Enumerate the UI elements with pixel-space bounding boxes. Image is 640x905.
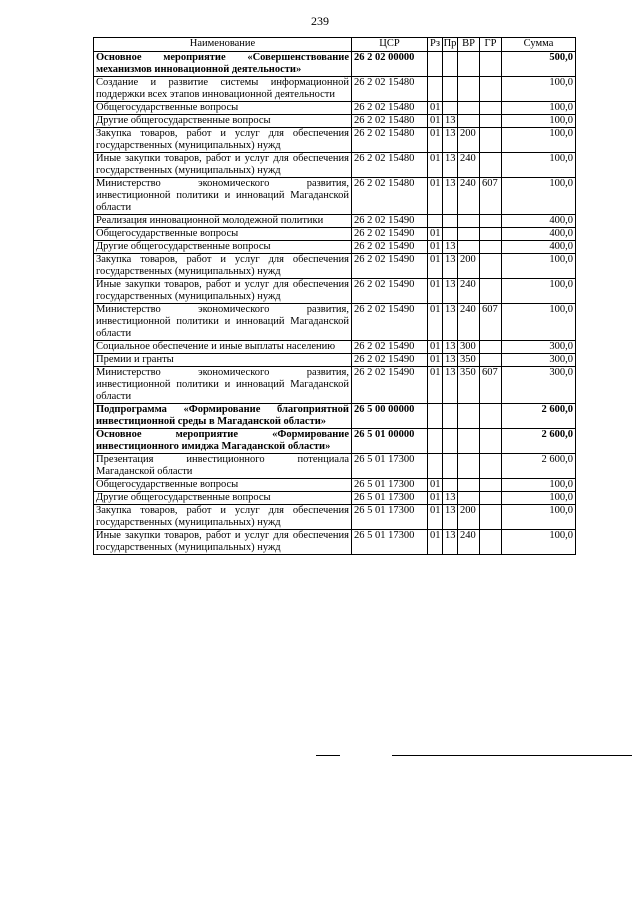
table-row [94,429,576,454]
cell-csr: 26 5 01 17300 [352,479,428,492]
cell-name: Подпрограмма «Формирование благоприятной инвестиционной среды в Магаданской области» [94,404,352,429]
cell-name: Министерство экономического развития, инвестиционной политики и инноваций Магаданской области [94,178,352,215]
cell-gr: 607 [480,178,502,215]
cell-sum: 400,0 [502,241,576,254]
cell-pr [443,52,458,77]
cell-sum: 100,0 [502,479,576,492]
table-row [94,52,576,77]
cell-pr [443,479,458,492]
cell-sum: 100,0 [502,77,576,102]
cell-pr: 13 [443,304,458,341]
cell-rz [428,429,443,454]
header-pr: Пр [443,38,458,52]
cell-sum: 100,0 [502,254,576,279]
cell-csr: 26 2 02 15490 [352,215,428,228]
cell-gr [480,429,502,454]
cell-pr: 13 [443,241,458,254]
table-row [94,254,576,279]
cell-rz [428,215,443,228]
cell-pr: 13 [443,279,458,304]
cell-vr: 300 [458,341,480,354]
cell-rz: 01 [428,530,443,555]
cell-csr: 26 2 02 15480 [352,77,428,102]
table-row [94,228,576,241]
cell-vr [458,77,480,102]
cell-vr [458,479,480,492]
table-row [94,178,576,215]
cell-sum: 2 600,0 [502,454,576,479]
table-body [94,52,576,555]
cell-pr: 13 [443,153,458,178]
cell-name: Презентация инвестиционного потенциала Магаданской области [94,454,352,479]
cell-pr: 13 [443,254,458,279]
cell-csr: 26 2 02 15490 [352,241,428,254]
cell-vr [458,215,480,228]
cell-rz: 01 [428,505,443,530]
table-row [94,102,576,115]
cell-pr: 13 [443,492,458,505]
cell-rz: 01 [428,479,443,492]
cell-gr: 607 [480,367,502,404]
cell-vr: 200 [458,254,480,279]
cell-rz: 01 [428,241,443,254]
cell-rz: 01 [428,341,443,354]
cell-sum: 100,0 [502,279,576,304]
cell-sum: 300,0 [502,341,576,354]
cell-gr: 607 [480,304,502,341]
cell-name: Иные закупки товаров, работ и услуг для обеспечения государственных (муниципальных) нужд [94,279,352,304]
cell-pr [443,228,458,241]
cell-gr [480,241,502,254]
cell-name: Другие общегосударственные вопросы [94,115,352,128]
cell-csr: 26 2 02 15480 [352,128,428,153]
table-row [94,367,576,404]
cell-csr: 26 5 01 17300 [352,454,428,479]
cell-gr [480,354,502,367]
cell-pr [443,102,458,115]
cell-vr [458,241,480,254]
cell-sum: 100,0 [502,505,576,530]
cell-pr: 13 [443,115,458,128]
cell-name: Общегосударственные вопросы [94,479,352,492]
table-row [94,354,576,367]
table-row [94,241,576,254]
cell-pr: 13 [443,530,458,555]
table-row [94,530,576,555]
table-row [94,505,576,530]
table-row [94,115,576,128]
cell-sum: 300,0 [502,354,576,367]
cell-vr: 350 [458,354,480,367]
cell-pr: 13 [443,354,458,367]
cell-gr [480,128,502,153]
cell-gr [480,254,502,279]
cell-name: Создание и развитие системы информационной поддержки всех этапов инновационной деятельности [94,77,352,102]
cell-vr: 240 [458,178,480,215]
header-rz: Рз [428,38,443,52]
header-gr: ГР [480,38,502,52]
cell-name: Закупка товаров, работ и услуг для обеспечения государственных (муниципальных) нужд [94,254,352,279]
cell-rz: 01 [428,128,443,153]
cell-vr [458,115,480,128]
table-row [94,215,576,228]
cell-sum: 2 600,0 [502,429,576,454]
cell-pr: 13 [443,367,458,404]
cell-rz: 01 [428,492,443,505]
cell-rz [428,404,443,429]
cell-gr [480,479,502,492]
cell-csr: 26 5 01 17300 [352,530,428,555]
table-row [94,454,576,479]
cell-rz: 01 [428,102,443,115]
cell-name: Основное мероприятие «Формирование инвестиционного имиджа Магаданской области» [94,429,352,454]
cell-csr: 26 2 02 15490 [352,354,428,367]
cell-vr: 240 [458,304,480,341]
cell-csr: 26 2 02 15490 [352,367,428,404]
table-row [94,341,576,354]
header-vr: ВР [458,38,480,52]
cell-rz: 01 [428,153,443,178]
cell-csr: 26 5 01 00000 [352,429,428,454]
page-number: 239 [311,14,329,28]
cell-sum: 400,0 [502,215,576,228]
cell-gr [480,279,502,304]
cell-rz: 01 [428,228,443,241]
cell-gr [480,77,502,102]
cell-gr [480,215,502,228]
cell-rz: 01 [428,178,443,215]
cell-vr [458,454,480,479]
cell-vr: 240 [458,530,480,555]
cell-vr: 200 [458,128,480,153]
cell-sum: 100,0 [502,492,576,505]
table-row [94,128,576,153]
cell-sum: 100,0 [502,153,576,178]
cell-rz: 01 [428,304,443,341]
cell-gr [480,102,502,115]
cell-sum: 100,0 [502,304,576,341]
cell-rz: 01 [428,115,443,128]
cell-csr: 26 2 02 15480 [352,102,428,115]
cell-gr [480,52,502,77]
cell-rz [428,52,443,77]
cell-csr: 26 2 02 15480 [352,115,428,128]
footer-rule-short [316,755,340,756]
cell-pr [443,429,458,454]
cell-sum: 300,0 [502,367,576,404]
cell-csr: 26 2 02 15480 [352,153,428,178]
cell-name: Общегосударственные вопросы [94,102,352,115]
cell-name: Министерство экономического развития, инвестиционной политики и инноваций Магаданской области [94,304,352,341]
cell-csr: 26 2 02 15490 [352,279,428,304]
cell-sum: 100,0 [502,530,576,555]
cell-pr: 13 [443,128,458,153]
cell-csr: 26 2 02 15490 [352,304,428,341]
cell-csr: 26 2 02 15490 [352,254,428,279]
cell-pr: 13 [443,341,458,354]
cell-gr [480,454,502,479]
cell-pr: 13 [443,178,458,215]
cell-gr [480,153,502,178]
cell-gr [480,228,502,241]
cell-vr: 200 [458,505,480,530]
cell-pr [443,404,458,429]
cell-vr [458,492,480,505]
table-row [94,479,576,492]
cell-gr [480,505,502,530]
cell-name: Иные закупки товаров, работ и услуг для обеспечения государственных (муниципальных) нужд [94,530,352,555]
cell-name: Закупка товаров, работ и услуг для обеспечения государственных (муниципальных) нужд [94,505,352,530]
cell-rz: 01 [428,254,443,279]
table-row [94,492,576,505]
cell-csr: 26 5 01 17300 [352,492,428,505]
cell-sum: 100,0 [502,128,576,153]
cell-rz: 01 [428,279,443,304]
cell-vr [458,228,480,241]
cell-sum: 100,0 [502,102,576,115]
cell-name: Общегосударственные вопросы [94,228,352,241]
cell-gr [480,115,502,128]
cell-vr: 240 [458,279,480,304]
cell-csr: 26 5 01 17300 [352,505,428,530]
cell-csr: 26 2 02 15490 [352,228,428,241]
cell-pr [443,454,458,479]
cell-csr: 26 2 02 00000 [352,52,428,77]
table-row [94,77,576,102]
cell-gr [480,492,502,505]
cell-sum: 400,0 [502,228,576,241]
table-row [94,153,576,178]
cell-pr [443,215,458,228]
cell-rz: 01 [428,354,443,367]
cell-rz [428,454,443,479]
cell-pr [443,77,458,102]
cell-csr: 26 2 02 15490 [352,341,428,354]
cell-sum: 2 600,0 [502,404,576,429]
table-row [94,404,576,429]
cell-pr: 13 [443,505,458,530]
cell-name: Министерство экономического развития, инвестиционной политики и инноваций Магаданской области [94,367,352,404]
cell-csr: 26 2 02 15480 [352,178,428,215]
cell-sum: 100,0 [502,115,576,128]
cell-name: Другие общегосударственные вопросы [94,241,352,254]
cell-vr [458,429,480,454]
cell-name: Иные закупки товаров, работ и услуг для обеспечения государственных (муниципальных) нужд [94,153,352,178]
cell-name: Другие общегосударственные вопросы [94,492,352,505]
table-row [94,304,576,341]
cell-gr [480,530,502,555]
header-name: Наименование [94,38,352,52]
budget-table [93,37,576,555]
cell-sum: 500,0 [502,52,576,77]
header-csr: ЦСР [352,38,428,52]
table-header-row [94,38,576,52]
cell-name: Реализация инновационной молодежной политики [94,215,352,228]
cell-vr [458,102,480,115]
cell-vr [458,404,480,429]
header-sum: Сумма [502,38,576,52]
cell-name: Основное мероприятие «Совершенствование механизмов инновационной деятельности» [94,52,352,77]
cell-name: Социальное обеспечение и иные выплаты населению [94,341,352,354]
cell-rz: 01 [428,367,443,404]
cell-rz [428,77,443,102]
cell-csr: 26 5 00 00000 [352,404,428,429]
cell-name: Закупка товаров, работ и услуг для обеспечения государственных (муниципальных) нужд [94,128,352,153]
cell-vr: 240 [458,153,480,178]
cell-vr: 350 [458,367,480,404]
cell-vr [458,52,480,77]
cell-name: Премии и гранты [94,354,352,367]
table-row [94,279,576,304]
footer-rule-long [392,755,632,756]
cell-sum: 100,0 [502,178,576,215]
cell-gr [480,341,502,354]
cell-gr [480,404,502,429]
